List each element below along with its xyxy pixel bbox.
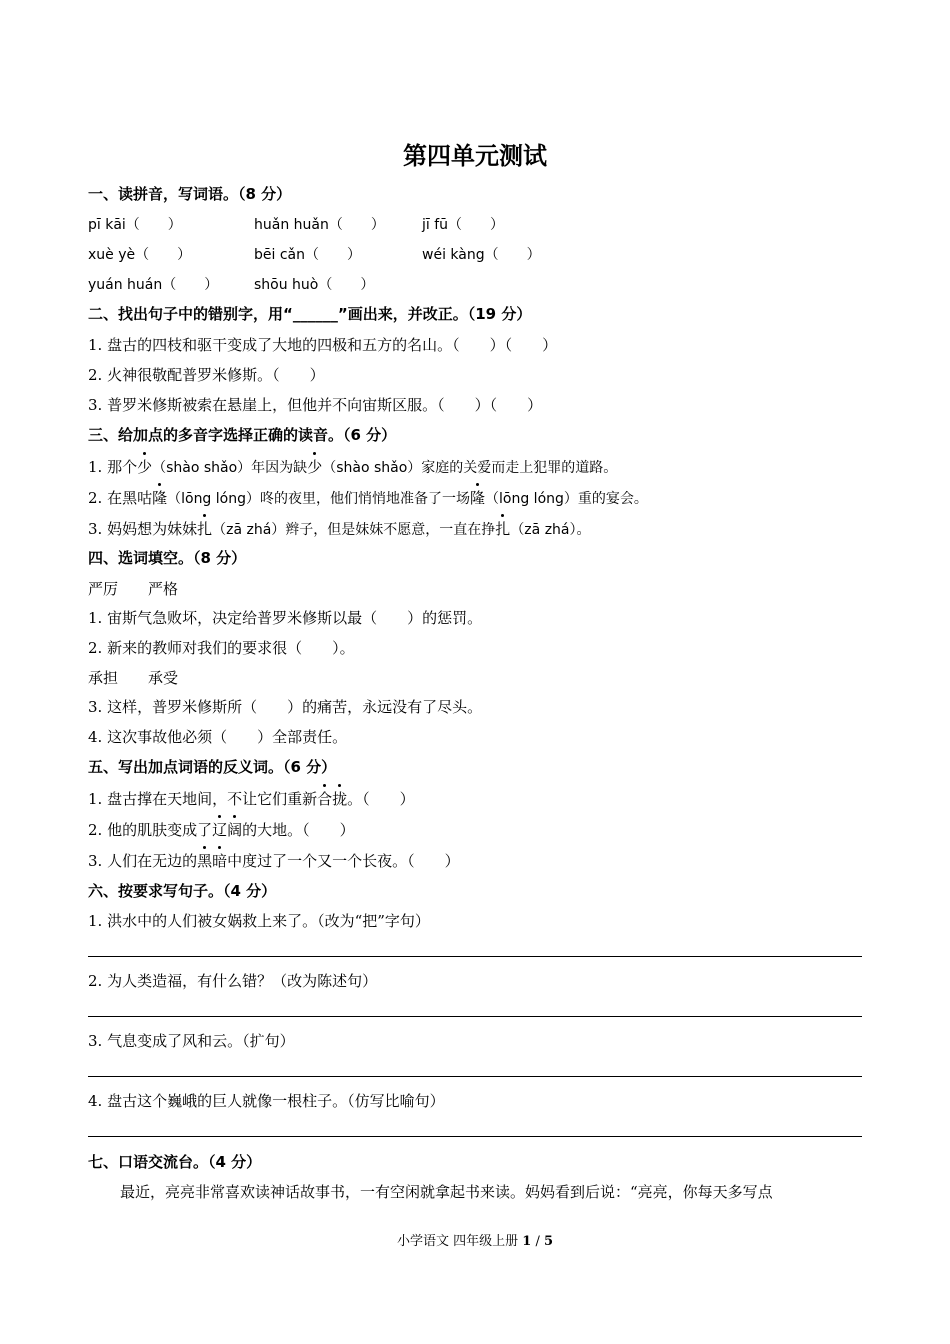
pinyin-item: pī kāi（ ）	[88, 217, 182, 233]
pinyin-item: huǎn huǎn（ ）	[254, 217, 385, 233]
pinyin-item: shōu huò（ ）	[254, 277, 375, 293]
text: （zā zhá）辫子，但是妹妹不愿意，一直在挣	[212, 522, 496, 538]
text: 1. 那个	[88, 458, 138, 476]
text: 2. 他的肌肤变成了	[88, 821, 213, 839]
text: （lōng lóng）重的宴会。	[485, 491, 648, 507]
answer-line-3[interactable]	[88, 1076, 862, 1077]
s3-question-1	[88, 457, 617, 478]
page-title: 第四单元测试	[403, 142, 547, 170]
page-footer	[0, 1230, 950, 1249]
dotted-char: 少	[307, 458, 323, 476]
dotted-char: 扎	[197, 520, 213, 538]
text: 3. 人们在无边的	[88, 852, 198, 870]
s3-question-2	[88, 488, 648, 509]
s7-paragraph: 最近，亮亮非常喜欢读神话故事书，一有空闲就拿起书来读。妈妈看到后说：“亮亮，你每天多写点	[120, 1183, 773, 1201]
pinyin-item: wéi kàng（ ）	[422, 247, 541, 263]
s4-question-4: 4. 这次事故他必须（ ）全部责任。	[88, 728, 348, 746]
page-number: 1	[522, 1234, 532, 1249]
section-5-heading: 五、写出加点词语的反义词。（6 分）	[88, 758, 337, 776]
answer-line-1[interactable]	[88, 956, 862, 957]
s4-question-2: 2. 新来的教师对我们的要求很（ ）。	[88, 639, 355, 657]
dotted-char: 拢	[332, 790, 348, 808]
section-1-heading: 一、读拼音，写词语。（8 分）	[88, 185, 292, 203]
text: 3. 妈妈想为妹妹	[88, 520, 198, 538]
word-choice-1: 严厉 严格	[88, 580, 179, 598]
text: （zā zhá）。	[510, 522, 591, 538]
s5-question-1	[88, 789, 415, 809]
s6-question-1: 1. 洪水中的人们被女娲救上来了。（改为“把”字句）	[88, 912, 430, 930]
text: 1. 盘古撑在天地间，不让它们重新	[88, 790, 318, 808]
text: 中度过了一个又一个长夜。（ ）	[227, 852, 460, 870]
dotted-char: 阔	[227, 821, 243, 839]
section-2-heading: 二、找出句子中的错别字，用“______”画出来，并改正。（19 分）	[88, 305, 532, 323]
dotted-char: 辽	[212, 821, 228, 839]
pinyin-item: jī fū（ ）	[422, 217, 505, 233]
dotted-char: 黑	[197, 852, 213, 870]
text: （shào shǎo）家庭的关爱而走上犯罪的道路。	[322, 460, 618, 476]
section-6-heading: 六、按要求写句子。（4 分）	[88, 882, 277, 900]
text: 。（ ）	[347, 790, 415, 808]
s4-question-1: 1. 宙斯气急败坏，决定给普罗米修斯以最（ ）的惩罚。	[88, 609, 483, 627]
page-separator: /	[531, 1234, 544, 1249]
section-3-heading: 三、给加点的多音字选择正确的读音。（6 分）	[88, 426, 397, 444]
page-total: 5	[543, 1234, 554, 1249]
s6-question-2: 2. 为人类造福，有什么错？（改为陈述句）	[88, 972, 378, 990]
dotted-word	[317, 790, 347, 808]
s2-question-1: 1. 盘古的四枝和驱干变成了大地的四极和五方的名山。（ ）（ ）	[88, 336, 558, 354]
text: （lōng lóng）咚的夜里，他们悄悄地准备了一场	[167, 491, 470, 507]
answer-line-2[interactable]	[88, 1016, 862, 1017]
dotted-char: 暗	[212, 852, 228, 870]
pinyin-item: yuán huán（ ）	[88, 277, 219, 293]
s6-question-3: 3. 气息变成了风和云。（扩句）	[88, 1032, 295, 1050]
s3-question-3	[88, 519, 591, 540]
section-4-heading: 四、选词填空。（8 分）	[88, 549, 247, 567]
s4-question-3: 3. 这样，普罗米修斯所（ ）的痛苦，永远没有了尽头。	[88, 698, 483, 716]
dotted-char: 少	[137, 458, 153, 476]
answer-line-4[interactable]	[88, 1136, 862, 1137]
dotted-char: 合	[317, 790, 333, 808]
dotted-char: 扎	[495, 520, 511, 538]
text: （shào shǎo）年因为缺	[152, 460, 308, 476]
section-7-heading: 七、口语交流台。（4 分）	[88, 1153, 262, 1171]
pinyin-item: bēi cǎn（ ）	[254, 247, 361, 263]
s6-question-4: 4. 盘古这个巍峨的巨人就像一根柱子。（仿写比喻句）	[88, 1092, 445, 1110]
footer-label: 小学语文 四年级上册	[396, 1234, 519, 1249]
s5-question-3	[88, 851, 460, 871]
s2-question-2: 2. 火神很敬配普罗米修斯。（ ）	[88, 366, 325, 384]
pinyin-item: xuè yè（ ）	[88, 247, 192, 263]
s2-question-3: 3. 普罗米修斯被索在悬崖上，但他并不向宙斯区服。（ ）（ ）	[88, 396, 543, 414]
s5-question-2	[88, 820, 355, 840]
dotted-word	[212, 821, 242, 839]
dotted-word	[197, 852, 227, 870]
text: 的大地。（ ）	[242, 821, 355, 839]
dotted-char: 隆	[470, 489, 486, 507]
text: 2. 在黑咕	[88, 489, 153, 507]
word-choice-2: 承担 承受	[88, 669, 179, 687]
dotted-char: 隆	[152, 489, 168, 507]
